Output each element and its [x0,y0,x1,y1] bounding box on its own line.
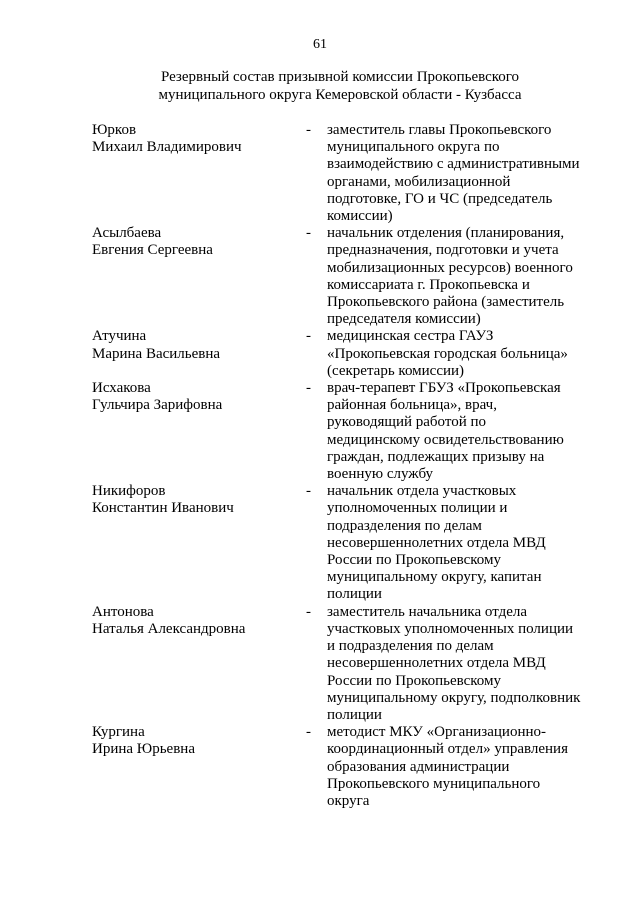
member-role-line: (секретарь комиссии) [327,362,465,379]
member-role-line: заместитель начальника отдела [327,603,527,620]
member-name [92,380,292,414]
member-role-line: уполномоченных полиции и [327,500,508,517]
member-given-names: Константин Иванович [92,500,234,517]
member-role-line: муниципальному округу, подполковник [327,689,581,706]
member-role-line: координационный отдел» управления [327,741,568,758]
member-entry [92,483,612,603]
member-role-line: округа [327,792,370,809]
member-role-line: России по Прокопьевскому [327,672,502,689]
member-role [327,328,602,380]
member-dash-separator: - [306,122,311,138]
member-role-line: начальник отдела участковых [327,483,517,500]
member-role-line: комиссии) [327,208,393,225]
member-surname: Атучина [92,328,147,345]
member-role [327,724,602,810]
member-surname: Асылбаева [92,225,162,242]
member-dash-separator: - [306,380,311,397]
member-entry [92,328,612,380]
member-role-line: и подразделения по делам [327,638,494,655]
member-role-line: подразделения по делам [327,517,482,534]
member-surname: Юрков [92,122,137,138]
member-role-line: председателя комиссии) [327,311,481,328]
member-role-line: подготовке, ГО и ЧС (председатель [327,190,553,207]
member-role [327,380,602,483]
member-entry [92,225,612,328]
member-given-names: Гульчира Зарифовна [92,397,223,414]
member-role-line: граждан, подлежащих призыву на [327,448,545,465]
member-role-line: заместитель главы Прокопьевского [327,122,552,138]
member-role-line: несовершеннолетних отдела МВД [327,655,546,672]
member-role-line: начальник отделения (планирования, [327,225,565,242]
member-role-line: органами, мобилизационной [327,173,511,190]
page-number: 61 [313,37,327,52]
member-dash-separator: - [306,328,311,345]
member-role [327,604,602,724]
member-name [92,483,292,517]
member-role-line: России по Прокопьевскому [327,552,502,569]
members-list [92,122,612,810]
member-role-line: участковых уполномоченных полиции [327,620,574,637]
member-role-line: полиции [327,706,382,723]
member-dash-separator: - [306,225,311,242]
member-role [327,483,602,603]
document-title [90,68,590,104]
member-role-line: медицинскому освидетельствованию [327,431,564,448]
member-role-line: муниципальному округу, капитан [327,569,542,586]
member-dash-separator: - [306,603,311,620]
member-role-line: образования администрации [327,758,510,775]
member-role-line: Прокопьевского района (заместитель [327,294,565,311]
member-name [92,122,292,156]
member-role-line: предназначения, подготовки и учета [327,242,559,259]
member-role-line: полиции [327,586,382,603]
member-entry [92,122,612,225]
member-role-line: мобилизационных ресурсов) военного [327,259,573,276]
member-role-line: «Прокопьевская городская больница» [327,345,568,362]
member-entry [92,724,612,810]
member-surname: Исхакова [92,380,151,397]
title-line-2: муниципального округа Кемеровской области - Кузбасса [158,87,522,103]
member-name [92,328,292,362]
member-role-line: муниципального округа по [327,139,500,156]
member-role [327,225,602,328]
member-role-line: взаимодействию с административными [327,156,580,173]
member-surname: Никифоров [92,483,166,500]
member-role [327,122,602,225]
member-name [92,604,292,638]
member-surname: Антонова [92,603,154,620]
title-line-1: Резервный состав призывной комиссии Прокопьевского [160,69,520,85]
member-given-names: Ирина Юрьевна [92,741,195,758]
member-surname: Кургина [92,724,145,741]
member-given-names: Наталья Александровна [92,620,246,637]
member-given-names: Михаил Владимирович [92,139,242,156]
member-role-line: несовершеннолетних отдела МВД [327,534,546,551]
member-role-line: медицинская сестра ГАУЗ [327,328,494,345]
member-entry [92,604,612,724]
member-dash-separator: - [306,724,311,741]
member-name [92,724,292,758]
member-role-line: районная больница», врач, [327,397,497,414]
member-role-line: военную службу [327,466,434,483]
member-entry [92,380,612,483]
member-role-line: методист МКУ «Организационно- [327,724,546,741]
member-name [92,225,292,259]
member-dash-separator: - [306,483,311,500]
member-role-line: Прокопьевского муниципального [327,775,541,792]
member-given-names: Марина Васильевна [92,345,221,362]
member-role-line: руководящий работой по [327,414,487,431]
member-role-line: комиссариата г. Прокопьевска и [327,276,530,293]
member-given-names: Евгения Сергеевна [92,242,213,259]
member-role-line: врач-терапевт ГБУЗ «Прокопьевская [327,380,561,397]
